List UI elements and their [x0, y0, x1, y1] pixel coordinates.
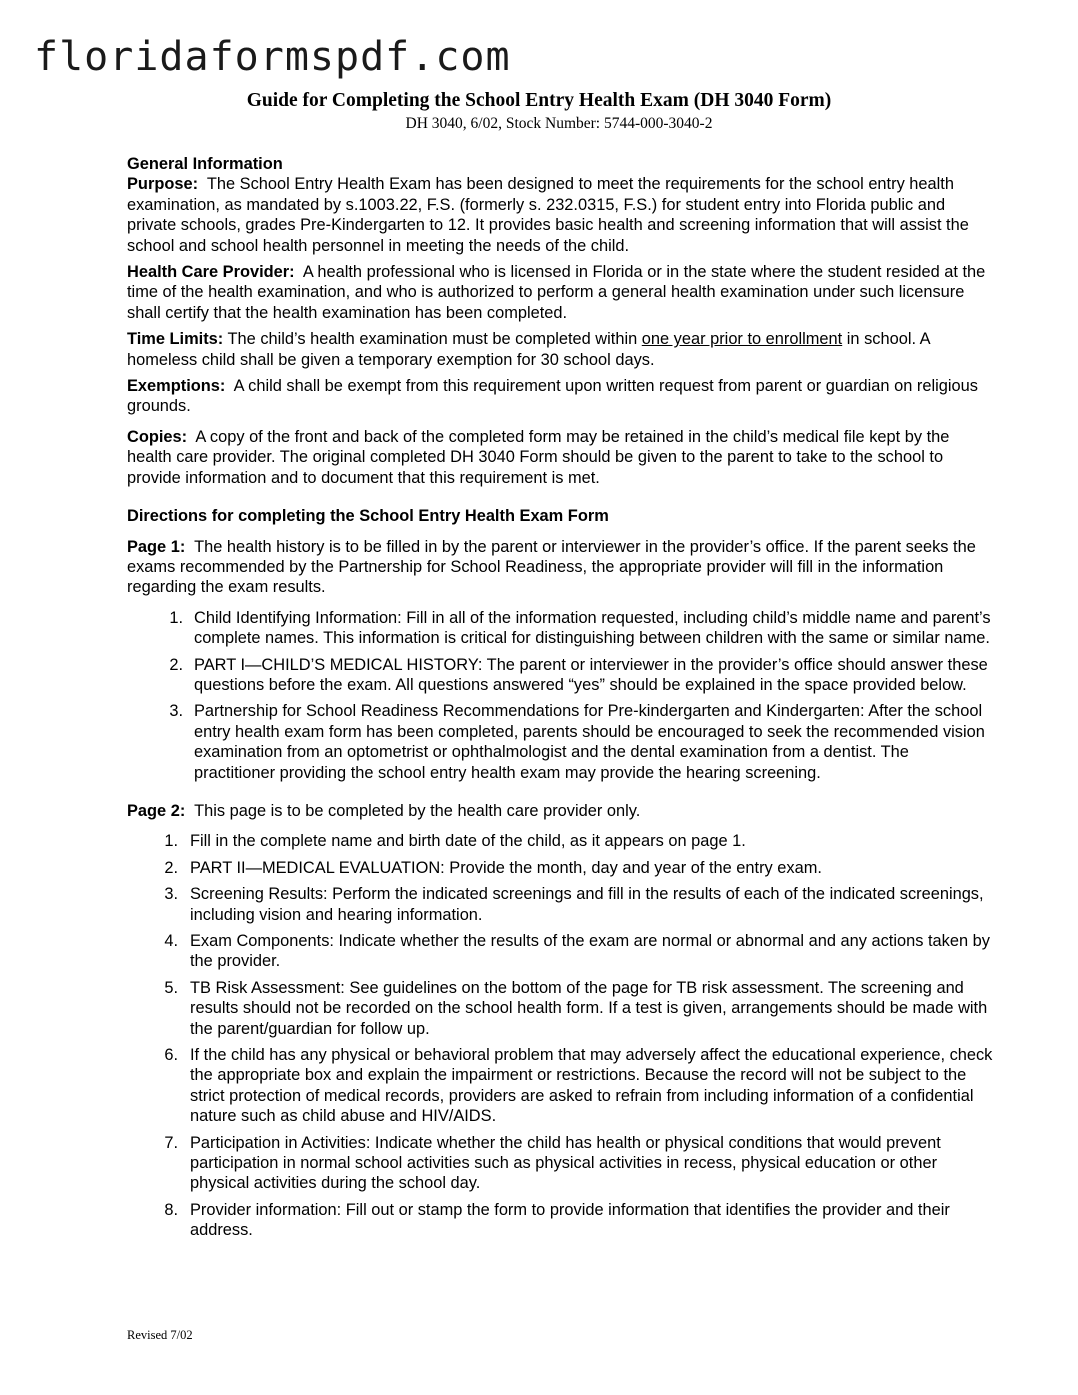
- purpose-paragraph: [127, 174, 993, 256]
- list-item-text: Partnership for School Readiness Recommendations for Pre-kindergarten and Kindergarten: After the school entry health exam form has been completed, parents should be encouraged to seek the recommended vision examination from an optometrist or ophthalmologist and the dental examination from a dentist. The practitioner providing the school entry health exam may provide the hearing screening.: [194, 702, 985, 782]
- time-limits-paragraph: [127, 329, 993, 370]
- list-item-text: PART I—CHILD’S MEDICAL HISTORY: The parent or interviewer in the provider’s office should answer these questions before the exam. All questions answered “yes” should be explained in the space provided below.: [194, 655, 988, 694]
- list-item-number: 5.: [164, 978, 178, 997]
- list-item-number: 1.: [169, 608, 183, 627]
- page1-list: [127, 608, 993, 783]
- list-item-text: Exam Components: Indicate whether the results of the exam are normal or abnormal and any actions taken by the provider.: [190, 932, 990, 971]
- watermark-text: floridaformspdf.com: [34, 34, 511, 80]
- list-item: [127, 701, 993, 783]
- list-item-number: 2.: [169, 655, 183, 674]
- revision-footer: Revised 7/02: [127, 1328, 193, 1342]
- directions-heading: Directions for completing the School Entry Health Exam Form: [127, 507, 609, 526]
- purpose-label: Purpose:: [127, 175, 199, 194]
- page-subtitle: DH 3040, 6/02, Stock Number: 5744-000-3040-2: [405, 115, 713, 132]
- list-item: [127, 978, 993, 1039]
- copies-paragraph: [127, 427, 993, 488]
- copies-label: Copies:: [127, 427, 188, 446]
- list-item: [127, 1045, 993, 1127]
- page2-paragraph: [127, 801, 993, 821]
- exemptions-text: A child shall be exempt from this requirement upon written request from parent or guardian on religious grounds.: [127, 377, 978, 416]
- list-item-number: 7.: [164, 1133, 178, 1152]
- page2-text: This page is to be completed by the health care provider only.: [194, 801, 641, 820]
- list-item: [127, 884, 993, 925]
- list-item: [127, 858, 993, 878]
- list-item-number: 4.: [164, 932, 178, 950]
- list-item-text: Provider information: Fill out or stamp the form to provide information that identifies the provider and their address.: [190, 1200, 950, 1240]
- page1-text: The health history is to be filled in by the parent or interviewer in the provider’s office. If the parent seeks the exams recommended by the Partnership for School Readiness, the appropriate provider will fill in the information regarding the exam results.: [127, 537, 976, 597]
- list-item-text: Screening Results: Perform the indicated screenings and fill in the results of each of the indicated screenings, including vision and hearing information.: [190, 885, 984, 924]
- provider-paragraph: [127, 262, 993, 323]
- list-item: [127, 608, 993, 649]
- list-item: [127, 655, 993, 696]
- page-title: Guide for Completing the School Entry Health Exam (DH 3040 Form): [246, 90, 832, 111]
- exemptions-label: Exemptions:: [127, 377, 226, 396]
- list-item-number: 1.: [164, 832, 178, 851]
- list-item: [127, 1133, 993, 1194]
- page2-list: [127, 831, 993, 1240]
- list-item-text: PART II—MEDICAL EVALUATION: Provide the month, day and year of the entry exam.: [190, 858, 822, 877]
- time-limits-text-after: in school. A homeless child shall be given a temporary exemption for 30 school days.: [127, 330, 930, 369]
- time-limits-underlined: one year prior to enrollment: [641, 330, 843, 349]
- list-item-text: Child Identifying Information: Fill in all of the information requested, including child’s middle name and parent’s complete names. This information is critical for distinguishing between children with the same or similar name.: [194, 608, 991, 648]
- page1-paragraph: [127, 537, 993, 598]
- provider-label: Health Care Provider:: [127, 263, 295, 282]
- list-item-text: TB Risk Assessment: See guidelines on the bottom of the page for TB risk assessment. The screening and results should not be recorded on the school health form. If a test is given, arrangements should be made with the parent/guardian for follow up.: [190, 978, 988, 1038]
- page2-label: Page 2:: [127, 801, 186, 820]
- general-information-heading: General Information: [127, 155, 283, 173]
- list-item-text: If the child has any physical or behavioral problem that may adversely affect the educational experience, check the appropriate box and explain the impairment or restrictions. Because the record will not be subject to the strict protection of medical records, providers are asked to refrain from including information of a confidential nature such as child abuse and HIV/AIDS.: [190, 1046, 993, 1126]
- provider-text: A health professional who is licensed in Florida or in the state where the student resided at the time of the health examination, and who is authorized to perform a general health examination under such licensure shall certify that the health examination has been completed.: [127, 263, 986, 322]
- purpose-text: The School Entry Health Exam has been designed to meet the requirements for the school entry health examination, as mandated by s.1003.22, F.S. (formerly s. 232.0315, F.S.) for student entry into Florida public and private schools, grades Pre-Kindergarten to 12. It provides basic health and screening information that will assist the school and school health personnel in meeting the needs of the child.: [127, 175, 969, 255]
- list-item-number: 2.: [164, 858, 178, 877]
- document-body: [127, 154, 993, 1247]
- time-limits-label: Time Limits:: [127, 330, 224, 349]
- list-item: [127, 1200, 993, 1241]
- list-item: [127, 831, 993, 851]
- list-item-number: 3.: [164, 885, 178, 904]
- list-item-text: Fill in the complete name and birth date of the child, as it appears on page 1.: [190, 832, 746, 851]
- list-item: [127, 931, 993, 972]
- list-item-text: Participation in Activities: Indicate whether the child has health or physical conditions that would prevent participation in normal school activities such as physical activities in recess, physical education or other physical activities during the school day.: [190, 1133, 941, 1193]
- time-limits-text: The child’s health examination must be completed within: [227, 330, 638, 349]
- list-item-number: 8.: [164, 1200, 178, 1219]
- page1-label: Page 1:: [127, 537, 186, 556]
- exemptions-paragraph: [127, 376, 993, 417]
- list-item-number: 3.: [169, 702, 183, 721]
- copies-text: A copy of the front and back of the completed form may be retained in the child’s medical file kept by the health care provider. The original completed DH 3040 Form should be given to the parent to take to the school to provide information and to document that this requirement is met.: [127, 427, 950, 487]
- list-item-number: 6.: [164, 1046, 178, 1065]
